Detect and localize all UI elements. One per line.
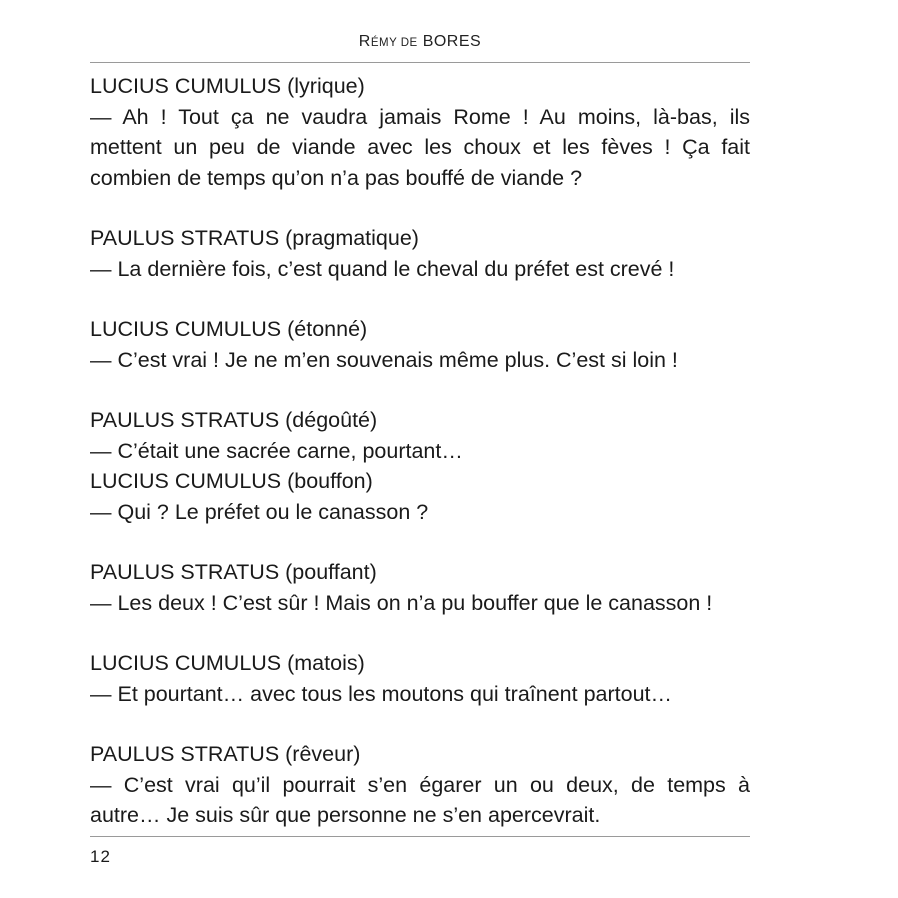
speech-line: — C’est vrai ! Je ne m’en souvenais même plus. C’est si loin ! [90,347,678,372]
paragraph-gap [90,618,750,648]
running-head [90,33,750,51]
speaker-line: PAULUS STRATUS (pouffant) [90,560,377,584]
speech-line: combien de temps qu’on n’a pas bouffé de viande ? [90,165,583,190]
speech-line: autre… Je suis sûr que personne ne s’en apercevrait. [90,803,601,827]
speech-line: mettent un peu de viande avec les choux et les fèves ! Ça fait [90,135,750,159]
speaker-line: PAULUS STRATUS (rêveur) [90,742,361,766]
speech-line: — Ah ! Tout ça ne vaudra jamais Rome ! Au moins, là-bas, ils [90,104,750,129]
paragraph-gap [90,709,750,739]
footer-rule [90,836,750,837]
speech-line: — Et pourtant… avec tous les moutons qui traînent partout… [90,681,673,706]
speech-line: — C’est vrai qu’il pourrait s’en égarer un ou deux, de temps à [90,772,750,797]
page-number: 12 [90,847,111,866]
speech-line: — C’était une sacrée carne, pourtant… [90,438,463,463]
paragraph-gap [90,193,750,223]
speech-line: — Les deux ! C’est sûr ! Mais on n’a pu bouffer que le canasson ! [90,590,713,615]
speech-line: — La dernière fois, c’est quand le cheval du préfet est crevé ! [90,256,675,281]
speaker-line: LUCIUS CUMULUS (lyrique) [90,74,365,98]
paragraph-gap [90,527,750,557]
paragraph-gap [90,284,750,314]
paragraph-gap [90,375,750,405]
author-first-rest: ÉMY DE [370,37,418,49]
speaker-line: LUCIUS CUMULUS (bouffon) [90,469,373,493]
speech-line: — Qui ? Le préfet ou le canasson ? [90,499,429,524]
speaker-line: LUCIUS CUMULUS (matois) [90,651,365,675]
speaker-line: LUCIUS CUMULUS (étonné) [90,317,368,341]
speaker-line: PAULUS STRATUS (dégoûté) [90,408,378,432]
dialogue-body [90,71,750,831]
author-last-name: BORES [422,33,482,50]
speaker-line: PAULUS STRATUS (pragmatique) [90,226,419,250]
author-first-initial: R [358,33,371,50]
header-rule [90,62,750,63]
